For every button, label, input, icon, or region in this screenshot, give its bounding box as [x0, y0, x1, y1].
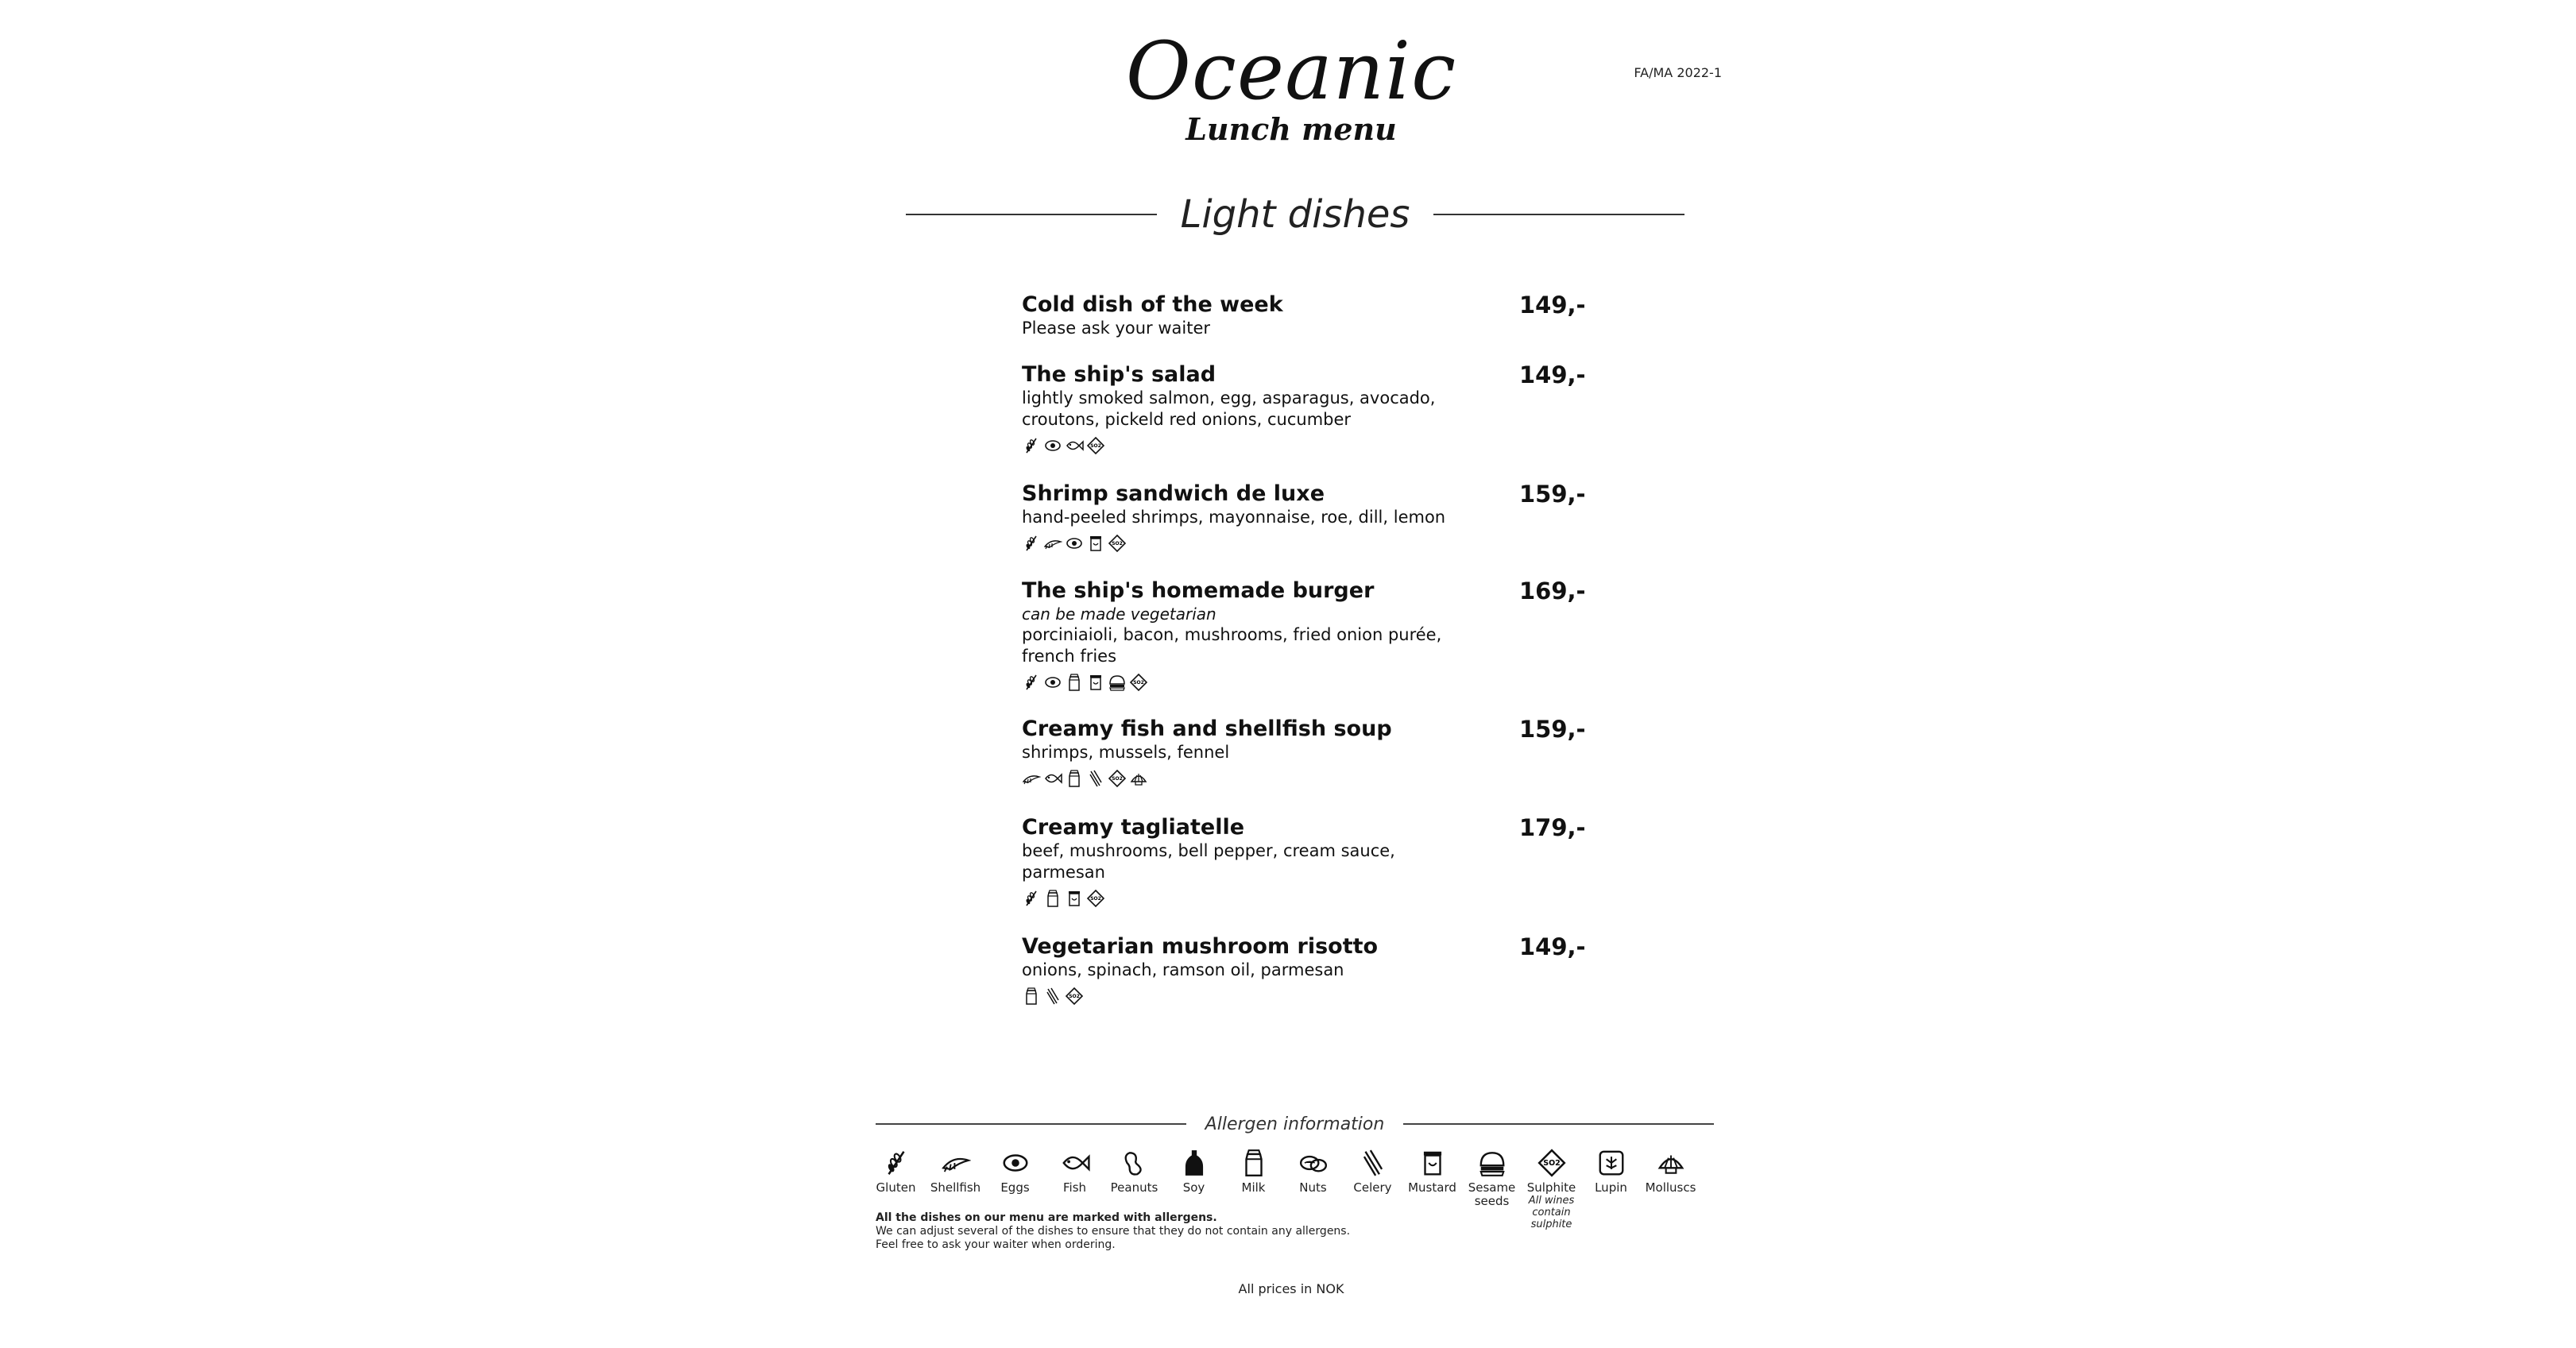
svg-text:SO2: SO2: [1112, 541, 1123, 547]
molluscs-icon: [1129, 769, 1148, 788]
dish-price: 159,-: [1519, 481, 1586, 508]
gluten-icon: [1022, 534, 1041, 553]
dish-allergens: [1022, 985, 1578, 1007]
legend-label: Peanuts: [1110, 1180, 1158, 1195]
eggs-icon: [1000, 1148, 1031, 1178]
celery-icon: [1043, 987, 1062, 1006]
dish-item: [1022, 361, 1586, 457]
legend-sublabel: All wines contain sulphite: [1528, 1195, 1575, 1230]
allergen-title: Allergen information: [1205, 1114, 1385, 1134]
dish-name: Cold dish of the week: [1022, 292, 1283, 317]
dish-price: 159,-: [1519, 716, 1586, 743]
legend-label: Sesame seeds: [1468, 1180, 1516, 1208]
dish-name: The ship's salad: [1022, 362, 1216, 387]
milk-icon: [1065, 769, 1084, 788]
nuts-icon: [1298, 1148, 1329, 1178]
sulphite-icon: [1108, 769, 1127, 788]
footnote-line-1: We can adjust several of the dishes to ensure that they do not contain any allergens.: [876, 1225, 1351, 1238]
divider-right: [1403, 1123, 1714, 1125]
prices-note: All prices in NOK: [1238, 1281, 1344, 1296]
gluten-icon: [1022, 436, 1041, 455]
dish-item: [1022, 292, 1586, 339]
sulphite-icon: [1108, 534, 1127, 553]
sulphite-icon: [1129, 673, 1148, 692]
dish-item: [1022, 716, 1586, 790]
dish-description: porciniaioli, bacon, mushrooms, fried onion purée, french fries: [1022, 625, 1442, 666]
dish-name: Vegetarian mushroom risotto: [1022, 934, 1379, 959]
svg-text:SO2: SO2: [1542, 1159, 1561, 1168]
divider-left: [876, 1123, 1186, 1125]
dish-description: Please ask your waiter: [1022, 319, 1211, 338]
divider-left: [906, 214, 1157, 215]
eggs-icon: [1043, 673, 1062, 692]
legend-label: Sulphite: [1526, 1180, 1576, 1195]
milk-icon: [1239, 1148, 1269, 1178]
dish-note: can be made vegetarian: [1022, 604, 1216, 624]
svg-text:SO2: SO2: [1090, 443, 1101, 449]
dish-description: onions, spinach, ramson oil, parmesan: [1022, 960, 1344, 979]
sulphite-icon: [1537, 1148, 1567, 1178]
legend-label: Soy: [1182, 1180, 1205, 1195]
dish-description: shrimps, mussels, fennel: [1022, 743, 1230, 762]
svg-text:SO2: SO2: [1112, 776, 1123, 782]
dish-item: [1022, 933, 1586, 1007]
svg-text:SO2: SO2: [1069, 994, 1080, 999]
dish-allergens: [1022, 671, 1578, 693]
dish-item: [1022, 577, 1586, 693]
fish-icon: [1060, 1148, 1090, 1178]
dish-allergens: [1022, 435, 1578, 457]
legend-label: Nuts: [1299, 1180, 1327, 1195]
legend-item-molluscs: [1641, 1148, 1700, 1230]
dish-price: 149,-: [1519, 292, 1586, 319]
menu-subtitle: Lunch menu: [1186, 111, 1397, 147]
dish-name: The ship's homemade burger: [1022, 578, 1375, 603]
peanuts-icon: [1120, 1148, 1150, 1178]
svg-text:SO2: SO2: [1133, 680, 1144, 686]
celery-icon: [1086, 769, 1105, 788]
celery-icon: [1358, 1148, 1388, 1178]
legend-label: Celery: [1353, 1180, 1392, 1195]
svg-text:SO2: SO2: [1090, 896, 1101, 902]
logo: Oceanic: [1125, 25, 1457, 118]
mustard-icon: [1418, 1148, 1448, 1178]
milk-icon: [1065, 673, 1084, 692]
dish-price: 149,-: [1519, 361, 1586, 388]
legend-label: Milk: [1241, 1180, 1266, 1195]
footnote-line-2: Feel free to ask your waiter when ordering.: [876, 1238, 1116, 1251]
dish-allergens: [1022, 887, 1578, 910]
dish-item: [1022, 481, 1586, 554]
sesame-icon: [1477, 1148, 1507, 1178]
gluten-icon: [1022, 673, 1041, 692]
legend-item-sulphite: [1522, 1148, 1581, 1230]
menu-code: FA/MA 2022-1: [1634, 65, 1722, 80]
shellfish-icon: [941, 1148, 971, 1178]
allergen-footnote: [876, 1211, 1511, 1252]
dish-description: hand-peeled shrimps, mayonnaise, roe, dill, lemon: [1022, 508, 1446, 527]
milk-icon: [1022, 987, 1041, 1006]
lupin-icon: [1596, 1148, 1626, 1178]
divider-right: [1433, 214, 1684, 215]
dish-name: Creamy fish and shellfish soup: [1022, 716, 1392, 741]
mustard-icon: [1065, 889, 1084, 908]
legend-item-lupin: [1581, 1148, 1641, 1230]
shellfish-icon: [1043, 534, 1062, 553]
eggs-icon: [1065, 534, 1084, 553]
gluten-icon: [881, 1148, 911, 1178]
dish-description: lightly smoked salmon, egg, asparagus, avocado, croutons, pickeld red onions, cucumber: [1022, 388, 1436, 429]
dish-allergens: [1022, 532, 1578, 554]
shellfish-icon: [1022, 769, 1041, 788]
sulphite-icon: [1086, 889, 1105, 908]
soy-icon: [1179, 1148, 1209, 1178]
milk-icon: [1043, 889, 1062, 908]
section-title: Light dishes: [1180, 192, 1410, 237]
sulphite-icon: [1086, 436, 1105, 455]
legend-label: Mustard: [1408, 1180, 1456, 1195]
footnote-bold: All the dishes on our menu are marked with allergens.: [876, 1211, 1217, 1224]
sulphite-icon: [1065, 987, 1084, 1006]
legend-label: Molluscs: [1645, 1180, 1696, 1195]
mustard-icon: [1086, 673, 1105, 692]
molluscs-icon: [1656, 1148, 1686, 1178]
fish-icon: [1065, 436, 1084, 455]
dish-name: Creamy tagliatelle: [1022, 815, 1245, 840]
sesame-icon: [1108, 673, 1127, 692]
legend-label: Shellfish: [930, 1180, 981, 1195]
dish-price: 149,-: [1519, 933, 1586, 960]
allergen-heading: [876, 1112, 1714, 1136]
dish-price: 169,-: [1519, 577, 1586, 604]
section-heading: [906, 191, 1684, 238]
dish-allergens: [1022, 767, 1578, 790]
eggs-icon: [1043, 436, 1062, 455]
fish-icon: [1043, 769, 1062, 788]
mustard-icon: [1086, 534, 1105, 553]
dish-item: [1022, 814, 1586, 910]
dish-description: beef, mushrooms, bell pepper, cream sauce, parmesan: [1022, 841, 1395, 882]
legend-label: Eggs: [1000, 1180, 1030, 1195]
legend-label: Fish: [1062, 1180, 1087, 1195]
gluten-icon: [1022, 889, 1041, 908]
dish-price: 179,-: [1519, 814, 1586, 841]
legend-label: Lupin: [1595, 1180, 1627, 1195]
dish-name: Shrimp sandwich de luxe: [1022, 481, 1325, 506]
legend-label: Gluten: [876, 1180, 916, 1195]
